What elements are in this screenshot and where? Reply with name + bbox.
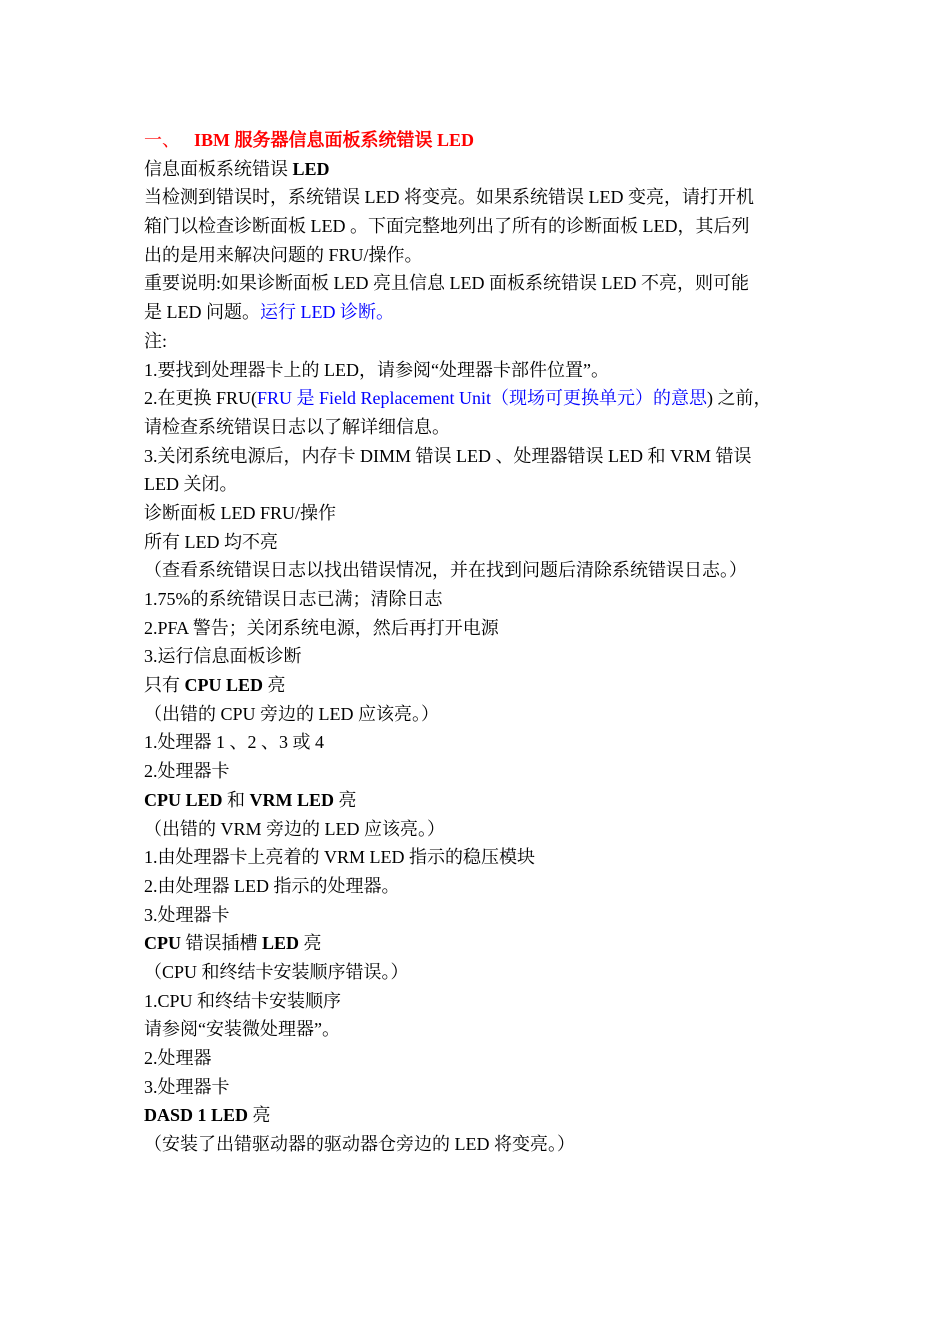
important-note-line: 重要说明:如果诊断面板 LED 亮且信息 LED 面板系统错误 LED 不亮，则可能 [144, 273, 749, 294]
led-group-title-text: 亮 [299, 933, 322, 954]
note-item: LED 关闭。 [144, 474, 238, 495]
led-group-desc: （安装了出错驱动器的驱动器仓旁边的 LED 将变亮。） [144, 1134, 575, 1155]
paragraph-line: 当检测到错误时，系统错误 LED 将变亮。如果系统错误 LED 变亮，请打开机 [144, 187, 754, 208]
led-group-title-text: 错误插槽 [181, 933, 262, 954]
list-item: 1.由处理器卡上亮着的 VRM LED 指示的稳压模块 [144, 847, 535, 868]
led-group-title-text: 亮 [334, 789, 357, 810]
led-group-title-text: 只有 [144, 675, 185, 696]
note-label: 注: [144, 330, 168, 351]
list-item: 2.PFA 警告；关闭系统电源，然后再打开电源 [144, 617, 499, 638]
list-item: 1.CPU 和终结卡安装顺序 [144, 990, 342, 1011]
list-item: 1.75%的系统错误日志已满；清除日志 [144, 589, 443, 609]
list-item: 2.处理器卡 [144, 761, 230, 782]
note-item: 请检查系统错误日志以了解详细信息。 [144, 416, 450, 437]
led-group-desc: （出错的 CPU 旁边的 LED 应该亮。） [144, 703, 440, 724]
list-item: 3.处理器卡 [144, 904, 230, 925]
led-group-title-bold: CPU [144, 933, 181, 954]
fru-definition-link[interactable]: FRU 是 Field Replacement Unit（现场可更换单元）的意思 [257, 388, 707, 409]
led-group-desc: （CPU 和终结卡安装顺序错误。） [144, 961, 409, 982]
paragraph-line: 出的是用来解决问题的 FRU/操作。 [144, 244, 423, 265]
led-group-title-text: 和 [222, 789, 250, 810]
led-group-title: 所有 LED 均不亮 [144, 531, 278, 552]
section-number: 一、 [144, 130, 180, 150]
important-note-line [144, 298, 814, 327]
led-group-desc: （查看系统错误日志以找出错误情况，并在找到问题后清除系统错误日志。） [144, 560, 747, 581]
list-item: 请参阅“安装微处理器”。 [144, 1019, 340, 1040]
list-item: 1.处理器 1 、2 、3 或 4 [144, 732, 324, 753]
led-group-title-bold: CPU LED [144, 789, 223, 810]
subsection-heading [144, 155, 814, 184]
led-group-title [144, 1101, 814, 1130]
led-group-title-text: 亮 [263, 675, 286, 696]
note-text: 2.在更换 FRU( [144, 388, 258, 409]
led-group-desc: （出错的 VRM 旁边的 LED 应该亮。） [144, 818, 445, 839]
led-group-title [144, 929, 814, 958]
led-group-title-bold: CPU LED [184, 675, 264, 696]
subsection-heading-text: 信息面板系统错误 [144, 158, 293, 179]
document-page [144, 126, 814, 1159]
led-group-title-bold: DASD 1 LED [144, 1105, 249, 1126]
list-item: 2.由处理器 LED 指示的处理器。 [144, 875, 400, 896]
led-group-title-bold: LED [262, 933, 300, 954]
note-item: 1.要找到处理器卡上的 LED，请参阅“处理器卡部件位置”。 [144, 359, 609, 380]
table-heading: 诊断面板 LED FRU/操作 [144, 502, 337, 523]
run-led-diagnostics-link[interactable]: 运行 LED 诊断。 [260, 302, 394, 323]
led-group-title-bold: VRM LED [249, 789, 335, 810]
note-item [144, 384, 814, 413]
list-item: 2.处理器 [144, 1048, 212, 1068]
important-note-text: 是 LED 问题。 [144, 302, 260, 323]
led-group-title [144, 786, 814, 815]
note-item: 3.关闭系统电源后，内存卡 DIMM 错误 LED 、处理器错误 LED 和 VRM 错误 [144, 445, 752, 466]
section-title [144, 126, 814, 155]
led-group-title-text: 亮 [248, 1105, 271, 1126]
section-title-text: IBM 服务器信息面板系统错误 LED [194, 130, 475, 150]
paragraph-line: 箱门以检查诊断面板 LED 。下面完整地列出了所有的诊断面板 LED，其后列 [144, 216, 750, 237]
subsection-heading-bold: LED [292, 158, 330, 179]
list-item: 3.运行信息面板诊断 [144, 646, 302, 667]
note-text: ) 之前， [707, 388, 772, 409]
list-item: 3.处理器卡 [144, 1076, 230, 1097]
led-group-title [144, 671, 814, 700]
